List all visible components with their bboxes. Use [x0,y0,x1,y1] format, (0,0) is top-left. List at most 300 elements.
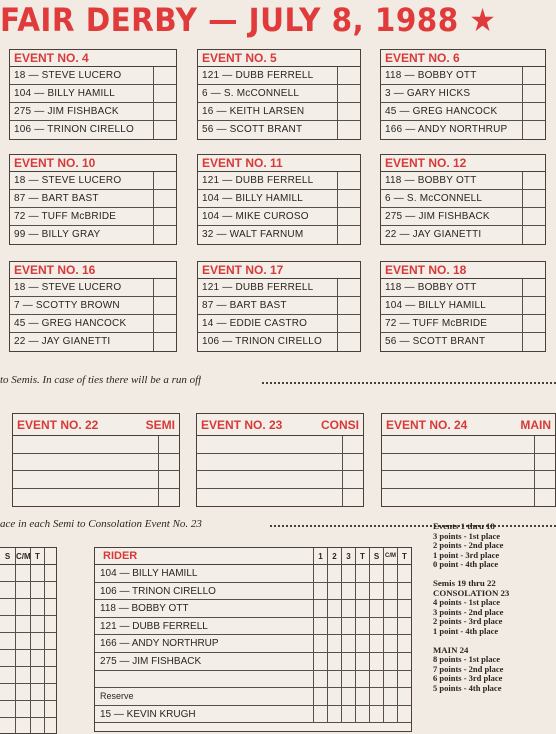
points-line: 7 points - 2nd place [433,663,504,674]
score-cell[interactable] [338,279,360,296]
rider-score-cell[interactable] [383,706,397,723]
score-cell[interactable] [338,226,360,244]
rider-row [198,67,360,85]
rider-score-cell[interactable] [383,671,397,688]
rider-name: 32 — WALT FARNUM [198,226,338,244]
rider-score-cell[interactable] [327,618,341,635]
points-group-heading: Semis 19 thru 22 [433,577,496,588]
rider-score-cell[interactable] [369,600,383,617]
score-cell[interactable] [338,121,360,139]
rider-name: 6 — S. McCONNELL [381,190,523,207]
left-grid-cell[interactable] [15,718,30,734]
score-cell[interactable] [523,121,545,139]
points-line: 4 points - 1st place [433,597,501,608]
col-2: 2 [327,548,341,564]
rider-score-cell[interactable] [397,688,411,705]
semis-note: to Semis. In case of ties there will be a run off [0,374,202,386]
left-grid-cell[interactable] [15,633,30,649]
left-grid-cell[interactable] [0,599,15,615]
final-event-tag: SEMI [145,418,175,432]
rider-row [381,67,545,85]
points-line: 5 points - 4th place [433,682,502,693]
rider-score-cell[interactable] [369,618,383,635]
rider-table-row [95,583,411,601]
left-grid-row [0,582,56,599]
rider-entry-cell[interactable] [13,436,159,453]
score-cell[interactable] [523,333,545,351]
rider-row [198,103,360,121]
rider-score-cell[interactable] [369,706,383,723]
rider-row [10,315,176,333]
rider-table [94,547,412,732]
rider-row [381,226,545,244]
rider-score-cell[interactable] [313,583,327,600]
event-label: EVENT NO. 10 [10,155,176,172]
left-grid-row [0,684,56,701]
rider-score-cell[interactable] [355,635,369,652]
left-grid-cell[interactable] [30,599,44,615]
rider-score-cell[interactable] [383,565,397,582]
rider-score-cell[interactable] [383,688,397,705]
rider-row [10,67,176,85]
rider-row [381,315,545,333]
left-grid-cell[interactable] [30,718,44,734]
blank-rider-row [382,489,555,507]
rider-score-cell[interactable] [341,653,355,670]
score-cell[interactable] [523,208,545,225]
final-event-box [196,413,364,507]
rider-row [198,315,360,333]
rider-row [198,333,360,351]
left-grid-cell[interactable] [0,565,15,581]
rider-row [381,333,545,351]
blank-rider-row [382,471,555,489]
left-grid-cell[interactable] [30,633,44,649]
left-grid-cell[interactable] [15,616,30,632]
rider-score-cell[interactable] [313,671,327,688]
left-grid-row [0,616,56,633]
rider-name: 18 — STEVE LUCERO [10,172,154,189]
event-box [380,261,546,352]
reserve-label-row [95,688,411,706]
rider-entry-cell[interactable] [197,454,343,471]
rider-score-cell[interactable] [369,565,383,582]
rider-entry-cell[interactable] [382,489,535,507]
left-grid-row [0,633,56,650]
rider-name: 22 — JAY GIANETTI [381,226,523,244]
left-grid-cell[interactable] [0,684,15,700]
score-cell[interactable] [338,297,360,314]
score-cell[interactable] [523,297,545,314]
score-cell[interactable] [159,454,179,471]
rider-table-row [95,565,411,583]
event-box [380,154,546,245]
rider-score-cell[interactable] [327,565,341,582]
score-cell[interactable] [523,103,545,120]
left-grid-cell[interactable] [15,684,30,700]
left-grid-cell[interactable] [30,582,44,598]
rider-row [198,172,360,190]
rider-score-cell[interactable] [313,618,327,635]
score-cell[interactable] [343,489,363,507]
score-cell[interactable] [343,454,363,471]
points-line: 2 points - 3rd place [433,616,503,627]
score-cell[interactable] [154,279,176,296]
left-grid-cell[interactable] [30,650,44,666]
rider-score-cell[interactable] [383,600,397,617]
rider-row [10,85,176,103]
event-box [197,154,361,245]
rider-name: 121 — DUBB FERRELL [198,67,338,84]
event-box [197,49,361,140]
final-event-label: EVENT NO. 22 [17,418,99,432]
score-cell[interactable] [338,315,360,332]
rider-table-header [95,548,411,565]
rider-name: 3 — GARY HICKS [381,85,523,102]
rider-score-cell[interactable] [327,688,341,705]
left-score-grid [0,547,57,734]
rider-score-cell[interactable] [341,635,355,652]
final-event-header [382,414,555,436]
score-cell[interactable] [154,103,176,120]
score-cell[interactable] [338,103,360,120]
score-cell[interactable] [523,190,545,207]
left-grid-cell[interactable] [15,701,30,717]
col-s: S [369,548,383,564]
final-event-tag: MAIN [520,418,551,432]
event-box [9,49,177,140]
left-grid-cell[interactable] [30,684,44,700]
score-cell[interactable] [523,279,545,296]
dotted-divider [262,382,556,384]
consolation-note: ace in each Semi to Consolation Event No. 23 [0,518,202,530]
rider-score-cell[interactable] [383,618,397,635]
rider-name: 104 — BILLY HAMILL [10,85,154,102]
reserve-rider-row [95,706,411,724]
score-cell[interactable] [523,315,545,332]
score-cell[interactable] [154,226,176,244]
rider-score-cell[interactable] [355,583,369,600]
rider-table-name: 106 — TRINON CIRELLO [100,585,216,597]
points-line: 8 points - 1st place [433,654,501,665]
rider-row [198,226,360,244]
rider-table-name: Reserve [100,691,134,702]
rider-score-cell[interactable] [313,688,327,705]
score-cell[interactable] [154,297,176,314]
left-grid-cell[interactable] [0,633,15,649]
rider-score-cell[interactable] [355,618,369,635]
rider-name: 121 — DUBB FERRELL [198,279,338,296]
rider-name: 121 — DUBB FERRELL [198,172,338,189]
score-cell[interactable] [338,208,360,225]
points-line: 2 points - 2nd place [433,540,504,551]
event-label: EVENT NO. 5 [198,50,360,67]
col-cm: C/M [383,548,397,564]
left-grid-cell[interactable] [0,650,15,666]
event-label: EVENT NO. 11 [198,155,360,172]
rider-name: 104 — BILLY HAMILL [381,297,523,314]
rider-score-cell[interactable] [327,635,341,652]
score-cell[interactable] [154,172,176,189]
rider-score-cell[interactable] [341,688,355,705]
rider-score-cell[interactable] [369,583,383,600]
rider-name: 45 — GREG HANCOCK [10,315,154,332]
score-cell[interactable] [535,489,555,507]
rider-row [381,297,545,315]
rider-row [381,121,545,139]
rider-score-cell[interactable] [355,600,369,617]
event-box [9,154,177,245]
rider-entry-cell[interactable] [13,454,159,471]
rider-table-blank-row [95,671,411,689]
score-cell[interactable] [523,172,545,189]
score-cell[interactable] [154,190,176,207]
final-event-header [13,414,179,436]
score-cell[interactable] [154,333,176,351]
rider-score-cell[interactable] [327,653,341,670]
score-cell[interactable] [343,436,363,453]
blank-rider-row [197,471,363,489]
score-cell[interactable] [154,315,176,332]
left-grid-row [0,667,56,684]
rider-score-cell[interactable] [369,671,383,688]
score-cell[interactable] [159,436,179,453]
rider-score-cell[interactable] [355,688,369,705]
blank-rider-row [382,454,555,472]
event-label: EVENT NO. 6 [381,50,545,67]
left-col-t: T [30,548,44,564]
rider-row [381,208,545,226]
left-grid-cell[interactable] [0,718,15,734]
left-grid-cell[interactable] [0,582,15,598]
rider-row [10,297,176,315]
score-cell[interactable] [338,85,360,102]
rider-name: 118 — BOBBY OTT [381,279,523,296]
score-cell[interactable] [154,67,176,84]
rider-entry-cell[interactable] [197,471,343,488]
blank-rider-row [382,436,555,454]
rider-entry-cell[interactable] [197,436,343,453]
rider-table-name: 166 — ANDY NORTHRUP [100,638,219,650]
blank-rider-row [13,471,179,489]
score-cell[interactable] [343,471,363,488]
rider-entry-cell[interactable] [382,471,535,488]
col-3: 3 [341,548,355,564]
rider-name: 56 — SCOTT BRANT [198,121,338,139]
score-cell[interactable] [523,67,545,84]
rider-score-cell[interactable] [397,565,411,582]
rider-row [10,172,176,190]
rider-row [381,190,545,208]
points-line: 0 point - 4th place [433,559,499,570]
rider-score-cell[interactable] [355,671,369,688]
rider-score-cell[interactable] [341,671,355,688]
rider-score-cell[interactable] [369,688,383,705]
rider-row [198,208,360,226]
left-col-cm: C/M [15,548,30,564]
rider-row [10,103,176,121]
rider-score-cell[interactable] [355,706,369,723]
rider-score-cell[interactable] [327,583,341,600]
event-box [197,261,361,352]
rider-score-cell[interactable] [313,600,327,617]
rider-row [198,121,360,139]
left-grid-cell[interactable] [30,565,44,581]
left-grid-cell[interactable] [15,582,30,598]
rider-name: 87 — BART BAST [198,297,338,314]
final-event-label: EVENT NO. 23 [201,418,283,432]
points-line: 6 points - 3rd place [433,673,503,684]
rider-score-cell[interactable] [397,635,411,652]
rider-entry-cell[interactable] [382,454,535,471]
rider-score-cell[interactable] [383,635,397,652]
points-line: 1 point - 3rd place [433,549,500,560]
rider-row [10,226,176,244]
rider-score-cell[interactable] [355,565,369,582]
score-cell[interactable] [338,67,360,84]
rider-row [198,297,360,315]
left-grid-cell[interactable] [0,616,15,632]
rider-name: 166 — ANDY NORTHRUP [381,121,523,139]
score-cell[interactable] [154,85,176,102]
rider-entry-cell[interactable] [382,436,535,453]
rider-name: 45 — GREG HANCOCK [381,103,523,120]
blank-rider-row [13,436,179,454]
score-cell[interactable] [159,471,179,488]
points-line: 3 points - 1st place [433,530,501,541]
score-cell[interactable] [535,454,555,471]
left-grid-cell[interactable] [30,667,44,683]
event-label: EVENT NO. 16 [10,262,176,279]
rider-name: 22 — JAY GIANETTI [10,333,154,351]
left-grid-row [0,718,56,734]
rider-score-cell[interactable] [369,635,383,652]
left-grid-cell[interactable] [15,650,30,666]
points-group-heading: MAIN 24 [433,644,469,655]
rider-score-cell[interactable] [369,653,383,670]
rider-score-cell[interactable] [383,653,397,670]
rider-score-cell[interactable] [397,671,411,688]
rider-row [198,85,360,103]
rider-row [10,208,176,226]
score-cell[interactable] [338,190,360,207]
score-cell[interactable] [338,333,360,351]
score-cell[interactable] [159,489,179,507]
rider-entry-cell[interactable] [13,471,159,488]
rider-score-cell[interactable] [327,671,341,688]
rider-table-name: 275 — JIM FISHBACK [100,655,202,667]
rider-name: 18 — STEVE LUCERO [10,67,154,84]
left-grid-cell[interactable] [15,599,30,615]
col-t: T [355,548,369,564]
left-grid-cell[interactable] [30,701,44,717]
blank-rider-row [197,454,363,472]
rider-score-cell[interactable] [341,618,355,635]
rider-row [381,103,545,121]
points-group-heading: CONSOLATION 23 [433,587,510,598]
rider-score-cell[interactable] [313,635,327,652]
rider-name: 275 — JIM FISHBACK [381,208,523,225]
rider-name: 7 — SCOTTY BROWN [10,297,154,314]
rider-score-cell[interactable] [355,653,369,670]
left-grid-row [0,565,56,582]
blank-rider-row [13,454,179,472]
score-cell[interactable] [338,172,360,189]
score-cell[interactable] [154,208,176,225]
rider-table-name: 104 — BILLY HAMILL [100,568,198,579]
event-label: EVENT NO. 4 [10,50,176,67]
rider-score-cell[interactable] [397,600,411,617]
rider-name: 87 — BART BAST [10,190,154,207]
score-cell[interactable] [154,121,176,139]
rider-score-cell[interactable] [327,706,341,723]
left-grid-cell[interactable] [15,565,30,581]
rider-name: 118 — BOBBY OTT [381,172,523,189]
rider-name: 6 — S. McCONNELL [198,85,338,102]
rider-score-cell[interactable] [313,706,327,723]
rider-table-name: 121 — DUBB FERRELL [100,620,208,632]
rider-score-cell[interactable] [327,600,341,617]
rider-table-row [95,653,411,671]
rider-entry-cell[interactable] [13,489,159,507]
score-cell[interactable] [535,436,555,453]
rider-row [381,279,545,297]
event-box [380,49,546,140]
rider-score-cell[interactable] [397,706,411,723]
rider-score-cell[interactable] [341,600,355,617]
left-grid-cell[interactable] [30,616,44,632]
rider-table-name: 15 — KEVIN KRUGH [100,708,196,720]
final-event-tag: CONSI [320,418,359,432]
rider-score-cell[interactable] [383,583,397,600]
score-cell[interactable] [535,471,555,488]
rider-score-cell[interactable] [341,706,355,723]
rider-row [198,190,360,208]
rider-name: 56 — SCOTT BRANT [381,333,523,351]
rider-score-cell[interactable] [341,583,355,600]
rider-score-cell[interactable] [313,653,327,670]
rider-row [198,279,360,297]
rider-score-cell[interactable] [341,565,355,582]
score-cell[interactable] [523,85,545,102]
rider-entry-cell[interactable] [197,489,343,507]
blank-rider-row [197,489,363,507]
rider-name: 104 — BILLY HAMILL [198,190,338,207]
rider-score-cell[interactable] [397,653,411,670]
left-grid-cell[interactable] [0,667,15,683]
rider-score-cell[interactable] [397,583,411,600]
rider-score-cell[interactable] [313,565,327,582]
points-line: 3 points - 2nd place [433,606,504,617]
rider-name: 18 — STEVE LUCERO [10,279,154,296]
points-line: 1 point - 4th place [433,625,499,636]
rider-table-row [95,600,411,618]
points-group-heading: Events 1 thru 18 [433,521,495,531]
left-grid-cell[interactable] [15,667,30,683]
rider-score-cell[interactable] [397,618,411,635]
left-grid-row [0,599,56,616]
rider-name: 72 — TUFF McBRIDE [381,315,523,332]
rider-name: 99 — BILLY GRAY [10,226,154,244]
score-cell[interactable] [523,226,545,244]
left-col-s: S [4,552,11,561]
rider-name: 104 — MIKE CUROSO [198,208,338,225]
left-grid-row [0,650,56,667]
left-grid-cell[interactable] [0,701,15,717]
rider-row [381,172,545,190]
col-1: 1 [313,548,327,564]
final-event-box [12,413,180,507]
